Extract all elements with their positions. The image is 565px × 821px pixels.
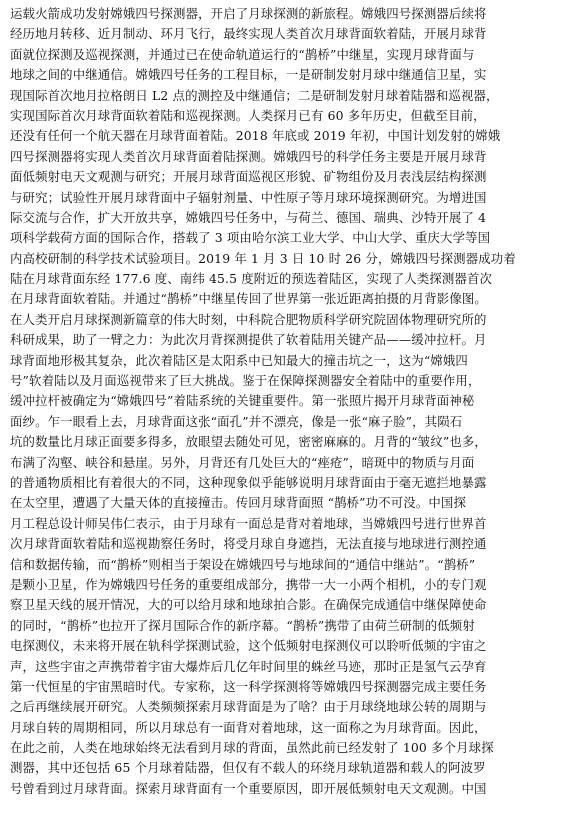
text-line: 是颗小卫星，作为嫦娥四号任务的重要组成部分，携带一大一小两个相机，小的专门观	[10, 576, 487, 592]
text-line: 陆在月球背面东经 177.6 度、南纬 45.5 度附近的预选着陆区，实现了人类探测器首次	[10, 271, 493, 287]
text-line: 号”软着陆以及月面巡视带来了巨大挑战。鉴于在保障探测器安全着陆中的重要作用，	[10, 373, 481, 389]
text-line: 在人类开启月球探测新篇章的伟大时刻，中科院合肥物质科学研究院固体物理研究所的	[10, 311, 487, 327]
text-line: 信和数据传输，而“鹊桥”则相当于架设在嫦娥四号与地球间的“通信中继站”。“鹊桥”	[10, 556, 476, 572]
text-line: 月工程总设计师吴伟仁表示，由于月球有一面总是背对着地球，当嫦娥四号进行世界首	[10, 515, 487, 531]
text-line: 现国际首次地月拉格朗日 L2 点的测控及中继通信；二是研制发射月球着陆器和巡视器，	[10, 87, 499, 103]
text-line: 之后再继续展开研究。人类频频探索月球背面是为了啥？由于月球绕地球公转的周期与	[10, 699, 487, 715]
text-line: 面就位探测及巡视探测，并通过已在使命轨道运行的“鹊桥”中继星，实现月球背面与	[10, 46, 475, 62]
text-line: 察卫星天线的展开情况，大的可以给月球和地球拍合影。在确保完成通信中继保障使命	[10, 597, 487, 613]
text-line: 号曾看到过月球背面。探索月球背面有一个重要原因，即开展低频射电天文观测。中国	[10, 780, 487, 796]
text-line: 缓冲拉杆被确定为“嫦娥四号”着陆系统的关键重要件。第一张照片揭开月球背面神秘	[10, 393, 475, 409]
text-line: 内高校研制的科学技术试验项目。2019 年 1 月 3 日 10 时 26 分，嫦娥四号探测器成功着	[10, 250, 516, 266]
text-line: 第一代恒星的宇宙黑暗时代。专家称，这一科学探测将等嫦娥四号探测器完成主要任务	[10, 678, 487, 694]
text-line: 面纱。乍一眼看上去，月球背面这张“面孔”并不漂亮，像是一张“麻子脸”，其陨石	[10, 413, 463, 429]
text-line: 经历地月转移、近月制动、环月飞行，最终实现人类首次月球背面软着陆，开展月球背	[10, 26, 487, 42]
text-line: 月球自转的周期相同，所以月球总有一面背对着地球，这一面称之为月球背面。因此，	[10, 719, 487, 735]
text-line: 科研成果，助了一臂之力：为此次月背探测提供了软着陆用关键产品——缓冲拉杆。月	[10, 332, 487, 348]
text-line: 球背面地形极其复杂，此次着陆区是太阳系中已知最大的撞击坑之一，这为“嫦娥四	[10, 352, 468, 368]
text-line: 运载火箭成功发射嫦娥四号探测器，开启了月球探测的新旅程。嫦娥四号探测器后续将	[10, 6, 487, 21]
text-line: 在此之前，人类在地球始终无法看到月球的背面，虽然此前已经发射了 100 多个月球探	[10, 740, 494, 756]
text-line: 布满了沟壑、峡谷和悬崖。另外，月背还有几处巨大的“痤疮”，暗斑中的物质与月面	[10, 454, 475, 470]
text-line: 在月球背面软着陆。并通过“鹊桥”中继星传回了世界第一张近距离拍摄的月背影像图。	[10, 291, 487, 307]
text-line: 面低频射电天文观测与研究；开展月球背面巡视区形貌、矿物组份及月表浅层结构探测	[10, 169, 487, 185]
text-line: 与研究；试验性开展月球背面中子辐射剂量、中性原子等月球环境探测研究。为增进国	[10, 189, 487, 205]
text-line: 坑的数量比月球正面要多得多，放眼望去随处可见，密密麻麻的。月背的“皱纹”也多，	[10, 434, 487, 450]
text-line: 四号探测器将实现人类首次月球背面着陆探测。嫦娥四号的科学任务主要是开展月球背	[10, 148, 487, 164]
text-line: 在太空里，遭遇了大量天体的直接撞击。传回月球背面照 “鹊桥”功不可没。中国探	[10, 495, 466, 511]
text-line: 测器，其中还包括 65 个月球着陆器，但仅有不载人的环绕月球轨道器和载人的阿波罗	[10, 760, 486, 776]
text-line: 次月球背面软着陆和巡视勘察任务时，将受月球自身遮挡，无法直接与地球进行测控通	[10, 536, 487, 552]
text-line: 的同时，“鹊桥”也拉开了探月国际合作的新序幕。“鹊桥”携带了由荷兰研制的低频射	[10, 617, 475, 633]
text-line: 声，这些宇宙之声携带着宇宙大爆炸后几亿年时间里的蛛丝马迹，那时正是氢气云孕育	[10, 658, 487, 674]
text-line: 地球之间的中继通信。嫦娥四号任务的工程目标，一是研制发射月球中继通信卫星，实	[10, 67, 487, 83]
text-line: 还没有任何一个航天器在月球背面着陆。2018 年底或 2019 年初，中国计划发射的嫦娥	[10, 128, 501, 144]
text-line: 实现国际首次月球背面软着陆和巡视探测。人类探月已有 60 多年历史，但截至目前，	[10, 107, 486, 123]
text-line: 的普通物质相比有着很大的不同，这种现象似乎能够说明月球背面由于毫无遮拦地暴露	[10, 474, 487, 490]
text-line: 际交流与合作，扩大开放共享，嫦娥四号任务中，与荷兰、德国、瑞典、沙特开展了 4	[10, 209, 487, 225]
text-line: 电探测仪，未来将开展在轨科学探测试验，这个低频射电探测仪可以聆听低频的宇宙之	[10, 638, 487, 654]
text-line: 项科学载荷方面的国际合作，搭载了 3 项由哈尔滨工业大学、中山大学、重庆大学等国	[10, 230, 491, 246]
